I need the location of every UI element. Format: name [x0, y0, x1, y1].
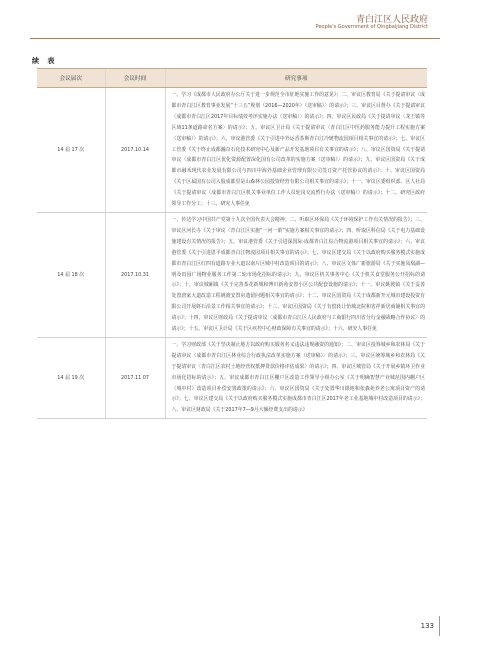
table-header-row: [37, 69, 427, 88]
matters-cell: 一、学习财政部《关于坚决制止地方以政府购买服务名义违法违规融资的通知》；二、审议区投筹城乡和农林局《关于提请审议〈成都市青白江区林业综合行政执法改革实施方案（送审稿）〉的请示》；三、审议区统筹城乡和农林局《关于提请审议〈青白江区农村土地经营权抵押贷款价格评估成果〉的请示》；四、审议区城管局《关于开展乡镇环卫作业市场化招标的请示》；五、审议成都市青白江区棚户区改造工作领导小组办公室《关于明确智慧产业城范围内棚户区（城中村）改造项目补偿安置政策的请示》；六、审议区国资局《关于处置华川银地和张森苑养老公寓项目资产的请示》；七、审议区建交局《关于以政府购买服务模式实施成都市青白江区2017年老工业基地城中村改造项目的请示》；八、审议区财政局《关于2017年7—9月大额经费支出的请示》: [165, 337, 427, 418]
col-header-session: 会议届次: [37, 69, 105, 88]
date-cell: 2017.10.31: [105, 212, 165, 337]
table-row: [37, 337, 427, 418]
meeting-table: [37, 68, 427, 419]
page-number: 133: [420, 622, 434, 630]
table-row: [37, 88, 427, 213]
table-row: [37, 212, 427, 337]
matters-cell: 一、传达学习中国共产党第十九次全国代表大会精神；二、听取区环保局《关于环境保护工作有关情况的报告》；三、审议区河长办《关于审议〈青白江区实施“一河一策”实施方案相关事宜的请示》；四、听取区科信局《关于电力基础设施建设有关情况的报告》；五、审议港管委《关于引进深国际·成都青白江综合物流港项目相关事宜的请示》；六、审议港管委《关于引进恩平成都青白江物流园项目相关事宜的请示》；七、审议区建交局《关于以政府购买服务模式实施成都市青白江区红四有道路专业大道以南片区城中村改造项目的请示》；八、审议区文体广新旅游局《关于实施凤凰湖—明及田园广场物业服务工作第二轮市场化招标的请示》；九、审议区机关事务中心《关于机关食堂服务公开招标的请示》；十、审议城厢镇《关于完善茶花新城和博川新苑安置小区公共配套设施的请示》；十一、审议姚渡镇《关于妥善处置唐家大道改造工程姚渡安置房遗留问题相关事宜的请示》；十二、审议区国资局《关于成都新开元城市建设投资有限公司开展虾石沿景工作相关事宜的请示》；十三、审议区国资局《关于有偿转让怡城北院和省祥新居商铺相关事宜的请示》；十四、审议区财政局《关于提请审议〈成都市青白江区人民政府与工商银行四川省分行金融战略合作协议〉的请示》；十五、审议区卫计局《关于区疾控中心财政保障有关事宜的请示》；十六、研究人事任免: [165, 212, 427, 337]
col-header-date: 会议时间: [105, 69, 165, 88]
date-cell: 2017.10.14: [105, 88, 165, 213]
header-rule: [30, 38, 440, 39]
col-header-matters: 研究事项: [165, 69, 427, 88]
session-cell: 14 届 18 次: [37, 212, 105, 337]
section-label: 续 表: [32, 57, 58, 65]
session-cell: 14 届 17 次: [37, 88, 105, 213]
session-cell: 14 届 19 次: [37, 337, 105, 418]
matters-cell: 一、学习《成都市人民政府办公厅关于进一步规范全市征地实施工作的意见》；二、审议区教育局《关于提请审议〈成都市青白江区教育事业发展“十三五”规划（2016—2020年）（送审稿）〉的请示》；三、审议区目督办《关于提请审议〈成都市青白江区2017年目标绩效考评实施办法（送审稿）〉的请示》；四、审议区民政局《关于提请审议〈龙王镇等区域11条道路命名方案〉的请示》；五、审议区卫计局《关于提请审议〈青白江区中医药服务能力提升工程实施方案（送审稿）〉的请示》；六、审议港管委《关于引进中外运香茶斯青白江冷链物流园项目相关事宜的请示》；七、审议区工管委《关于终止成都瀚奇石化技术研究中心及新产品开发基地项目有关事宜的请示》；八、审议区国资局《关于提请审议〈成都市青白江区优化资源配置深化国有公司改革的实施方案（送审稿）〉的请示》；九、审议区国资局《关于成都市融禾现代农业发展有限公司与四川中海外基础企业管理有限公司签订资产托管协议的请示》；十、审议区国资局《关于区属国有公司入股成都里是山森林公园投资经营有限公司相关事宜的请示》；十一、审议区委组织部、区人社局《关于提请审议〈成都市青白江区机关事业单位工作人员轮岗交流暂行办法（送审稿）〉的请示》；十二、研究区政府领导工作分工；十三、研究人事任免: [165, 88, 427, 213]
page-number-rule: [439, 616, 440, 636]
date-cell: 2017.11.07: [105, 337, 165, 418]
header-subtitle: People's Government of Qingbaijiang District: [315, 24, 428, 30]
header-title: 青白江区人民政府: [355, 15, 428, 25]
